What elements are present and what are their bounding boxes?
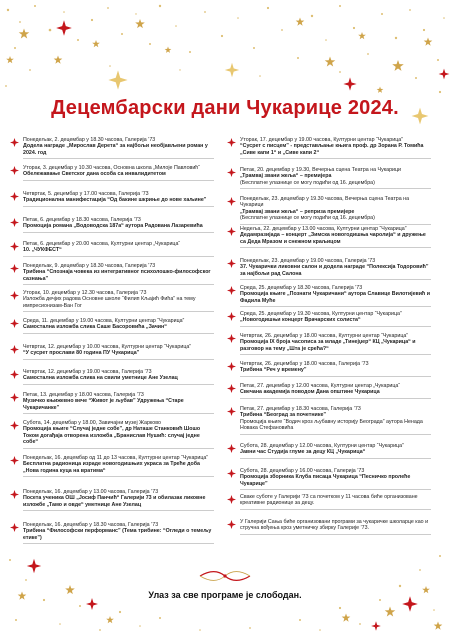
entry-date-venue: Недеља, 22. децембар у 13.00 часова, Културни центар “Чукарица” bbox=[240, 226, 407, 232]
entry-event-text: Трибина “Философски перформанс” (Тема трибине: “Огледи о темељу етике”) bbox=[23, 528, 212, 541]
entry-event-text: Музичко књижевно вече “Живот је љубав” Удружења “Старе Чукаричанке” bbox=[23, 398, 184, 411]
entry-divider bbox=[23, 158, 214, 159]
entry-date-venue: Среда, 25. децембар у 18.30 часова, Галерија ’73 bbox=[240, 285, 363, 291]
schedule-entry bbox=[10, 455, 214, 474]
red-star-icon bbox=[10, 456, 19, 465]
red-star-icon bbox=[227, 286, 236, 295]
entry-date-venue: Петак, 20. децембар у 19.30, Вечерња сцена Театра на Чукарици bbox=[240, 167, 402, 173]
entry-divider bbox=[240, 534, 431, 535]
entry-date-venue: Среда, 25. децембар у 19.30 часова, Културни центар “Чукарица” bbox=[240, 311, 402, 317]
entry-date-venue: Субота, 14. децембар у 18.00, Завичајни музеј Жарково bbox=[23, 420, 161, 426]
schedule-entry bbox=[10, 489, 214, 508]
entry-event-text: Трибина “Спознаја човека из интегративног психолошко-философског сазнања” bbox=[23, 269, 211, 282]
red-star-icon bbox=[10, 345, 19, 354]
red-star-icon bbox=[10, 264, 19, 273]
entry-divider bbox=[23, 448, 214, 449]
schedule-entry bbox=[227, 361, 431, 374]
red-star-icon bbox=[10, 319, 19, 328]
schedule-entry bbox=[10, 420, 214, 446]
entry-divider bbox=[23, 333, 214, 334]
entry-date-venue: Среда, 11. децембар у 19.00 часова, Културни центар “Чукарица” bbox=[23, 318, 185, 324]
entry-date-venue: Субота, 28. децембар у 12.00 часова, Културни центар “Чукарица” bbox=[240, 443, 404, 449]
entry-date-venue: Петак, 13. децембар у 18.00 часова, Галерија ’73 bbox=[23, 392, 144, 398]
entry-event-text: Свечана академија поводом Дана општине Чукарица bbox=[240, 389, 380, 396]
entry-divider bbox=[240, 489, 431, 490]
entry-event-text: Самостална изложба слика Саше Басоровића „Зачин“ bbox=[23, 324, 167, 331]
schedule-entry bbox=[227, 383, 431, 396]
schedule-entry bbox=[227, 258, 431, 277]
schedule-entry bbox=[10, 369, 214, 382]
red-star-icon bbox=[227, 259, 236, 268]
entry-divider bbox=[240, 158, 431, 159]
entry-divider bbox=[240, 354, 431, 355]
red-star-icon bbox=[10, 192, 19, 201]
entry-divider bbox=[240, 509, 431, 510]
entry-divider bbox=[23, 284, 214, 285]
ribbon-ornament-icon bbox=[198, 568, 252, 584]
schedule-entry bbox=[10, 165, 214, 178]
entry-event-text: „Трамвај звани жеља“ – премијера bbox=[240, 173, 332, 180]
entry-divider bbox=[23, 311, 214, 312]
red-star-icon bbox=[10, 523, 19, 532]
entry-event-text: Обележавање Светског дана особа са инвалидитетом bbox=[23, 171, 166, 178]
schedule-entry bbox=[10, 241, 214, 254]
entry-date-venue: Понедељак, 2. децембар у 18.30 часова, Галерија ’73 bbox=[23, 137, 156, 143]
red-star-icon bbox=[10, 490, 19, 499]
entry-event-text: 37. Чукарички ликовни салон и додела награде “Полексија Тодоровић” за најбољи рад Салона bbox=[240, 264, 429, 277]
entry-event-text: (Бесплатне улазнице се могу подићи од 16. децембра) bbox=[240, 179, 375, 186]
schedule-entry bbox=[10, 392, 214, 411]
entry-event-text: Промоција књиге „Познати Чукаричани“ аутора Славице Вилотијевић и Фадила Муће bbox=[240, 291, 431, 304]
entry-divider bbox=[240, 306, 431, 307]
entry-divider bbox=[23, 232, 214, 233]
red-star-icon bbox=[227, 227, 236, 236]
schedule-entry bbox=[10, 191, 214, 204]
entry-event-text: Промоција IX броја часописа за младе „Тинејџер“ КЦ „Чукарица“ и разговор на тему „Шта је срећа?“ bbox=[240, 339, 416, 352]
entry-date-venue: Понедељак, 16. децембар у 13.00 часова, Галерија ’73 bbox=[23, 489, 159, 495]
entry-event-text: Бесплатна радионица израде новогодишњих украса за Треће доба „Нова година куца на вратима“ bbox=[23, 461, 200, 474]
page-title: Децембарски дани Чукарице 2024. bbox=[51, 97, 399, 119]
entry-divider bbox=[23, 543, 214, 544]
red-star-icon bbox=[227, 469, 236, 478]
schedule-entry bbox=[10, 290, 214, 309]
entry-date-venue: Четвртак, 12. децембар у 10.00 часова, Културни центар “Чукарица” bbox=[23, 344, 192, 350]
schedule-entry bbox=[227, 285, 431, 304]
red-star-icon bbox=[10, 166, 19, 175]
entry-event-text: Изложба дечјих радова Основне школе “Филип Кљајић Фића” на тему импресионизам-Ван Гог bbox=[23, 296, 196, 309]
entry-event-text: „Трамвај звани жеља“ – репризa премијере bbox=[240, 208, 355, 215]
entry-event-text: Промоција књиге “Водич кроз љубавну историју Београда” аутора Ненада Новака Стефановића bbox=[240, 418, 423, 432]
entry-divider bbox=[23, 359, 214, 360]
entry-event-text: (Бесплатне улазнице се могу подићи од 16. децембра) bbox=[240, 215, 375, 222]
schedule-entry bbox=[227, 196, 431, 222]
entry-event-text: Промоција романа „Водоводска 187а“ аутора Радована Лазаревића bbox=[23, 223, 203, 230]
entry-date-venue: Петак, 27. децембар у 12.00 часова, Културни центар „Чукарица“ bbox=[240, 383, 401, 389]
entry-date-venue: Петак, 6. децембар у 20.00 часова, Културни центар „Чукарица“ bbox=[23, 241, 181, 247]
red-star-icon bbox=[227, 197, 236, 206]
entry-event-text: “У сусрет прослави 80 година ПУ Чукарица” bbox=[23, 350, 140, 357]
entry-divider bbox=[23, 384, 214, 385]
red-star-icon bbox=[227, 138, 236, 147]
entry-date-venue: Петак, 27. децембар у 18.30 часова, Галерија ’73 bbox=[240, 406, 361, 412]
schedule-entry bbox=[10, 137, 214, 156]
schedule-entry bbox=[227, 333, 431, 352]
entry-divider bbox=[240, 279, 431, 280]
entry-divider bbox=[23, 206, 214, 207]
schedule-entry bbox=[227, 494, 431, 507]
schedule-entry bbox=[10, 263, 214, 282]
entry-date-venue: Понедељак, 23. децембар у 19.00 часова, Галерија ’73 bbox=[240, 258, 376, 264]
entry-date-venue: Уторак, 10. децембар у 12.30 часова, Галерија ’73 bbox=[23, 290, 147, 296]
entry-event-text: Посета ученика ОШ „Јосиф Панчић“ Галерији 73 и обилазак ликовне изложбе „Тамо и овде“ уметнице Ане Узелац bbox=[23, 495, 206, 508]
entry-date-venue: Понедељак, 16. децембар у 18.30 часова, Галерија ’73 bbox=[23, 522, 159, 528]
entry-event-text: Јавни час Студија глуме за децу КЦ „Чукарица“ bbox=[240, 449, 366, 456]
entry-event-text: 10. „ЧУКФЕСТ“ bbox=[23, 247, 62, 254]
schedule-entry bbox=[227, 406, 431, 432]
red-star-icon bbox=[10, 291, 19, 300]
red-star-icon bbox=[10, 138, 19, 147]
red-star-icon bbox=[10, 218, 19, 227]
schedule-entry bbox=[227, 226, 431, 245]
red-star-icon bbox=[227, 384, 236, 393]
schedule-entry bbox=[227, 443, 431, 456]
entry-date-venue: Уторак, 3. децембар у 10.30 часова, Основна школа „Милоје Павловић“ bbox=[23, 165, 200, 171]
entry-date-venue: Четвртак, 12. децембар у 19.00 часова, Галерија ’73 bbox=[23, 369, 152, 375]
entry-divider bbox=[23, 256, 214, 257]
red-star-icon bbox=[227, 407, 236, 416]
entry-date-venue: Четвртак, 26. децембар у 18.00 часова, Галерија ’73 bbox=[240, 361, 369, 367]
schedule-entry bbox=[227, 311, 431, 324]
red-star-icon bbox=[227, 444, 236, 453]
entry-event-text: Традиционална манифестација “Од бакине шкриње до нове хаљине” bbox=[23, 197, 207, 204]
entry-event-text: „Новогодишњи концерт Врачарских солиста“ bbox=[240, 317, 361, 324]
schedule-entry bbox=[10, 344, 214, 357]
entry-event-text: Промоција зборника Клуба писаца Чукарица “Песничко пролеће Чукарице” bbox=[240, 474, 411, 487]
entry-divider bbox=[240, 458, 431, 459]
entry-event-text: Трибина “Београд за почетнике” bbox=[240, 412, 327, 419]
schedule-entry bbox=[10, 217, 214, 230]
red-star-icon bbox=[10, 242, 19, 251]
schedule-entry bbox=[10, 522, 214, 541]
entry-divider bbox=[240, 224, 431, 225]
red-star-icon bbox=[10, 393, 19, 402]
entry-date-venue: У Галерији Сања биће организовани програми за чукаричке школарце као и стручна вођења кроз уметничку збирку Галерије ’73. bbox=[240, 519, 429, 532]
red-star-icon bbox=[227, 312, 236, 321]
schedule-entry bbox=[227, 468, 431, 487]
entry-date-venue: Петак, 6. децембар у 18.30 часова, Галерија ’73 bbox=[23, 217, 141, 223]
schedule-entry bbox=[227, 519, 431, 532]
entry-divider bbox=[23, 510, 214, 511]
entry-divider bbox=[240, 376, 431, 377]
entry-divider bbox=[240, 247, 431, 248]
red-star-icon bbox=[10, 421, 19, 430]
entry-date-venue: Субота, 28. децембар у 16.00 часова, Галерија ’73 bbox=[240, 468, 365, 474]
entry-event-text: Промоција књиге “Случај једне собе”, др Наташе Станковић Шошо Током догађаја отворена изложба „Бранислав Нушић: случај једне собе“ bbox=[23, 426, 201, 446]
entry-event-text: Самостална изложба слика на свили уметнице Ане Узелац bbox=[23, 375, 178, 382]
entry-date-venue: Уторак, 17. децембар у 19.00 часова, Културни центар “Чукарица” bbox=[240, 137, 403, 143]
entry-divider bbox=[240, 188, 431, 189]
entry-event-text: Додела награде „Мирослав Дерета“ за најбољи необјављени роман у 2024. год bbox=[23, 143, 208, 156]
entry-divider bbox=[240, 326, 431, 327]
red-star-icon bbox=[227, 520, 236, 529]
schedule-entry bbox=[10, 318, 214, 331]
entry-divider bbox=[240, 434, 431, 435]
entry-date-venue: Понедељак, 23. децембар у 19.30 часова, Вечерња сцена Театра на Чукарици bbox=[240, 196, 410, 209]
entry-date-venue: Сваке суботе у Галерији ’73 са почетком у 11 часова биће организоване креативне радионице за децу. bbox=[240, 494, 418, 507]
entry-date-venue: Понедељак, 9. децембар у 18.30 часова, Галерија ’73 bbox=[23, 263, 156, 269]
entry-event-text: “Сусрет с писцем” - представљање књига проф. др Зорана Р. Томића „Сиве капи 1“ и „Сиве капи 2“ bbox=[240, 143, 424, 156]
red-star-icon bbox=[227, 362, 236, 371]
entry-event-text: Трибина “Реч у времену” bbox=[240, 367, 307, 374]
entry-date-venue: Четвртак, 26. децембар у 18.00 часова, Културни центар “Чукарица” bbox=[240, 333, 409, 339]
entry-date-venue: Четвртак, 5. децембар у 17.00 часова, Галерија ’73 bbox=[23, 191, 149, 197]
red-star-icon bbox=[227, 334, 236, 343]
entry-divider bbox=[23, 476, 214, 477]
schedule-entry bbox=[227, 137, 431, 156]
red-star-icon bbox=[227, 168, 236, 177]
entry-divider bbox=[23, 413, 214, 414]
entry-date-venue: Понедељак, 16. децембар од 11 до 13 часова, Културни центар “Чукарица” bbox=[23, 455, 209, 461]
entry-event-text: Дедамразијада – концерт „Зимска новогодишња чаролија“ и дружење са Деда Мразом и снежном краљицом bbox=[240, 232, 426, 245]
schedule-entry bbox=[227, 167, 431, 186]
entry-divider bbox=[240, 398, 431, 399]
red-star-icon bbox=[227, 495, 236, 504]
entry-divider bbox=[23, 180, 214, 181]
free-entry-note: Улаз за све програме је слободан. bbox=[148, 590, 302, 600]
red-star-icon bbox=[10, 370, 19, 379]
